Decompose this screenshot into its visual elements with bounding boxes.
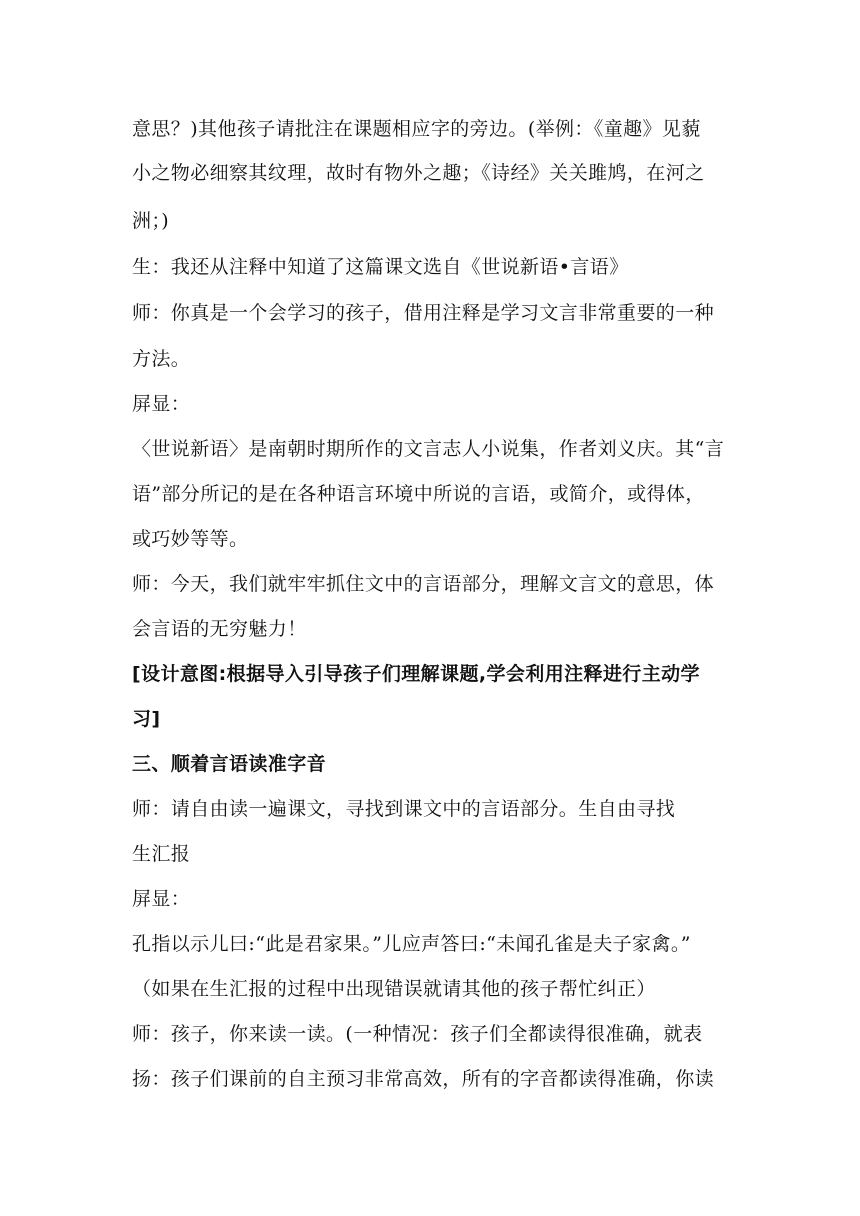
text-line-19: 孔指以示儿曰:“此是君家果。”儿应声答曰:“未闻孔雀是夫子家禽。” (132, 933, 691, 955)
design-intent-line-2: 习] (132, 708, 161, 730)
text-line-7: 屏显： (132, 393, 191, 415)
design-intent-line-1: [设计意图:根据导入引导孩子们理解课题,学会利用注释进行主动学 (132, 663, 700, 685)
text-line-22: 扬：孩子们课前的自主预习非常高效，所有的字音都读得准确，你读 (132, 1068, 715, 1090)
text-line-17: 生汇报 (132, 843, 191, 865)
text-line-9: 语”部分所记的是在各种语言环境中所说的言语，或简介，或得体， (132, 483, 705, 505)
text-line-4: 生：我还从注释中知道了这篇课文选自《世说新语•言语》 (132, 256, 629, 278)
text-line-20: （如果在生汇报的过程中出现错误就请其他的孩子帮忙纠正） (132, 978, 656, 1000)
text-line-12: 会言语的无穷魅力！ (132, 618, 307, 640)
text-line-21: 师：孩子，你来读一读。(一种情况：孩子们全都读得很准确，就表 (132, 1023, 703, 1045)
text-line-18: 屏显： (132, 888, 191, 910)
text-line-16: 师：请自由读一遍课文，寻找到课文中的言语部分。生自由寻找 (132, 798, 676, 820)
text-line-10: 或巧妙等等。 (132, 528, 249, 550)
section-heading: 三、顺着言语读准字音 (132, 753, 327, 775)
text-line-1: 意思？)其他孩子请批注在课题相应字的旁边。(举例：《童趣》见藐 (132, 118, 701, 140)
text-line-8: 〈世说新语〉是南朝时期所作的文言志人小说集，作者刘义庆。其“言 (132, 438, 725, 460)
text-line-11: 师：今天，我们就牢牢抓住文中的言语部分，理解文言文的意思，体 (132, 573, 715, 595)
text-line-2: 小之物必细察其纹理，故时有物外之趣；《诗经》关关雎鸠，在河之 (132, 162, 705, 184)
text-line-5: 师：你真是一个会学习的孩子，借用注释是学习文言非常重要的一种 (132, 302, 715, 324)
text-line-3: 洲；) (132, 210, 170, 232)
text-line-6: 方法。 (132, 348, 191, 370)
